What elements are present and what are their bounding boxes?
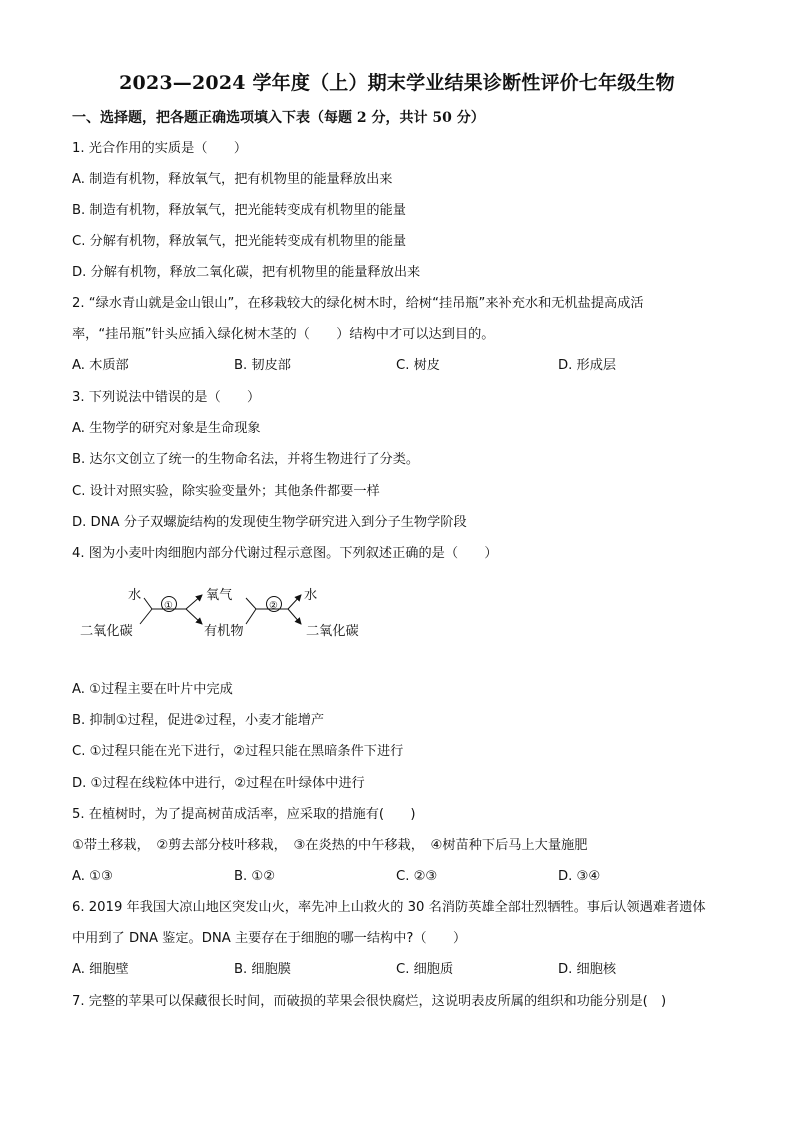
question-3-option-c[interactable]: C. 设计对照实验，除实验变量外；其他条件都要一样: [72, 484, 380, 499]
diagram-water-right: 水: [304, 588, 318, 603]
diagram-process-2-label: ②: [269, 600, 278, 612]
diagram-oxygen: 氧气: [206, 588, 233, 603]
question-5-option-b[interactable]: B. ①②: [234, 869, 276, 884]
question-5-option-d[interactable]: D. ③④: [558, 869, 601, 884]
question-6-stem-line-2: 中用到了 DNA 鉴定。DNA 主要存在于细胞的哪一结构中?（ ）: [72, 931, 467, 946]
question-5-stem: 5. 在植树时，为了提高树苗成活率，应采取的措施有( ): [72, 807, 416, 822]
diagram-water-arrow: [288, 595, 301, 609]
diagram-co2-arrow: [288, 609, 301, 624]
question-1-stem: 1. 光合作用的实质是（ ）: [72, 141, 248, 156]
question-2-option-c[interactable]: C. 树皮: [396, 358, 440, 373]
section-heading: 一、选择题，把各题正确选项填入下表（每题 2 分，共计 50 分）: [72, 110, 485, 126]
question-5-option-a[interactable]: A. ①③: [72, 869, 113, 884]
page-title: 2023—2024 学年度（上）期末学业结果诊断性评价七年级生物: [119, 72, 675, 94]
question-2-option-a[interactable]: A. 木质部: [72, 358, 129, 373]
question-6-option-c[interactable]: C. 细胞质: [396, 962, 454, 977]
question-5-option-c[interactable]: C. ②③: [396, 869, 438, 884]
diagram-organic: 有机物: [204, 624, 244, 639]
question-1-option-b[interactable]: B. 制造有机物，释放氧气，把光能转变成有机物里的能量: [72, 203, 406, 218]
diagram-co2-right: 二氧化碳: [306, 624, 359, 639]
question-2-option-d[interactable]: D. 形成层: [558, 358, 617, 373]
question-4-option-d[interactable]: D. ①过程在线粒体中进行，②过程在叶绿体中进行: [72, 776, 365, 791]
diagram-oxygen-arrow: [186, 595, 202, 609]
question-3-option-d[interactable]: D. DNA 分子双螺旋结构的发现使生物学研究进入到分子生物学阶段: [72, 515, 467, 530]
question-6-stem-line-1: 6. 2019 年我国大凉山地区突发山火，率先冲上山救火的 30 名消防英雄全部壮烈牺牲。事后认领遇难者遗体: [72, 900, 706, 915]
diagram-co2-connector: [140, 609, 152, 624]
question-2-option-b[interactable]: B. 韧皮部: [234, 358, 291, 373]
question-6-option-d[interactable]: D. 细胞核: [558, 962, 617, 977]
diagram-water-left: 水: [128, 588, 142, 603]
question-3-option-a[interactable]: A. 生物学的研究对象是生命现象: [72, 421, 261, 436]
question-1-option-a[interactable]: A. 制造有机物，释放氧气，把有机物里的能量释放出来: [72, 172, 393, 187]
question-3-option-b[interactable]: B. 达尔文创立了统一的生物命名法，并将生物进行了分类。: [72, 452, 420, 467]
question-2-stem-line-1: 2. “绿水青山就是金山银山”，在移栽较大的绿化树木时，给树“挂吊瓶”来补充水和无机盐提高成活: [72, 296, 644, 311]
metabolism-diagram: [78, 582, 378, 646]
diagram-organic-arrow: [186, 609, 202, 624]
question-4-stem: 4. 图为小麦叶肉细胞内部分代谢过程示意图。下列叙述正确的是（ ）: [72, 546, 498, 561]
question-4-option-b[interactable]: B. 抑制①过程，促进②过程，小麦才能增产: [72, 713, 325, 728]
question-3-stem: 3. 下列说法中错误的是（ ）: [72, 390, 261, 405]
diagram-oxygen-connector: [246, 598, 256, 609]
question-6-option-a[interactable]: A. 细胞壁: [72, 962, 129, 977]
question-1-option-d[interactable]: D. 分解有机物，释放二氧化碳，把有机物里的能量释放出来: [72, 265, 421, 280]
question-5-items: ①带土移栽， ②剪去部分枝叶移栽， ③在炎热的中午移栽， ④树苗种下后马上大量施肥: [72, 838, 588, 853]
diagram-co2-left: 二氧化碳: [80, 624, 133, 639]
question-7-stem: 7. 完整的苹果可以保藏很长时间，而破损的苹果会很快腐烂，这说明表皮所属的组织和功能分别是( ): [72, 994, 667, 1009]
question-4-option-c[interactable]: C. ①过程只能在光下进行，②过程只能在黑暗条件下进行: [72, 744, 404, 759]
question-2-stem-line-2: 率，“挂吊瓶”针头应插入绿化树木茎的（ ）结构中才可以达到目的。: [72, 327, 495, 342]
question-4-option-a[interactable]: A. ①过程主要在叶片中完成: [72, 682, 233, 697]
question-1-option-c[interactable]: C. 分解有机物，释放氧气，把光能转变成有机物里的能量: [72, 234, 407, 249]
diagram-water-connector: [144, 598, 152, 609]
diagram-organic-connector: [246, 609, 256, 624]
diagram-process-1-label: ①: [164, 600, 173, 612]
question-6-option-b[interactable]: B. 细胞膜: [234, 962, 291, 977]
